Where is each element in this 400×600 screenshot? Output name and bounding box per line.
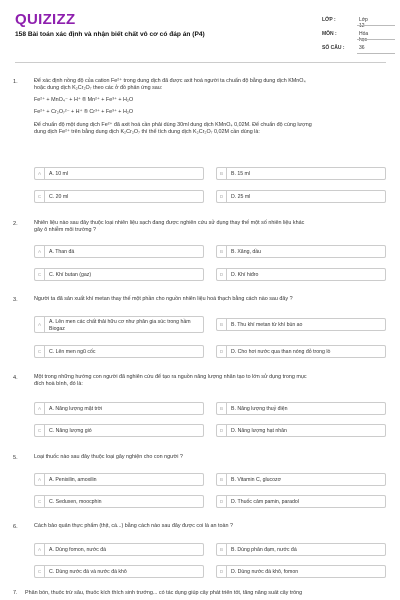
question-line: Cách bảo quản thực phẩm (thịt, cá...) bằng cách nào sau đây được coi là an toàn ? (34, 523, 233, 529)
page-title: 158 Bài toán xác định và nhận biết chất vô cơ có đáp án (P4) (15, 31, 205, 38)
question-line: Một trong những hướng con người đã nghiên cứu để tạo ra nguồn năng lượng nhân tạo to lớn sử dụng trong mục (34, 374, 307, 380)
question-text (34, 296, 386, 303)
option-text: B. Dùng phân đạm, nước đá (231, 547, 297, 553)
option-c[interactable] (34, 190, 204, 203)
question-line: Để chuẩn độ một dung dịch Fe²⁺ đã axit hoá cần phải dùng 30ml dung dịch KMnO₄ 0,02M. Để chuẩn độ cùng lượng (34, 121, 312, 128)
option-letter: C (35, 269, 45, 280)
question-line: dung dịch Fe²⁺ trên bằng dung dịch K₂Cr₂O₇ thì thể tích dung dịch K₂Cr₂O₇ 0,02M cần dùng là: (34, 129, 260, 136)
option-b[interactable] (216, 245, 386, 258)
option-a[interactable] (34, 402, 204, 415)
option-letter: C (35, 566, 45, 577)
option-a[interactable] (34, 473, 204, 486)
option-text: A. Lên men các chất thải hữu cơ như phân gia súc trong hầm Biogaz (49, 319, 191, 332)
option-letter: C (35, 425, 45, 436)
question-line: đích hoà bình, đó là: (34, 381, 83, 388)
option-letter: B (217, 474, 227, 485)
option-letter: A (35, 403, 45, 414)
option-c[interactable] (34, 495, 204, 508)
option-letter: D (217, 566, 227, 577)
option-b[interactable] (216, 543, 386, 556)
question-line: gây ô nhiễm môi trường ? (34, 227, 96, 234)
question-text (34, 523, 386, 530)
option-text: C. Seduxen, moocphin (49, 499, 102, 505)
option-text: D. Năng lượng hạt nhân (231, 428, 287, 434)
option-letter: B (217, 544, 227, 555)
option-d[interactable] (216, 190, 386, 203)
question-text (34, 78, 386, 136)
option-text: D. Cho hơi nước qua than nóng đỏ trong lò (231, 349, 331, 355)
question-text (34, 374, 386, 389)
option-letter: D (217, 425, 227, 436)
option-letter: A (35, 544, 45, 555)
option-d[interactable] (216, 495, 386, 508)
option-text: A. 10 ml (49, 171, 69, 177)
question-line: Nhiên liệu nào sau đây thuộc loại nhiên liệu sạch đang được nghiên cứu sử dụng thay thế một số nhiên liệu khác (34, 220, 305, 226)
question-number: 2. (13, 221, 18, 227)
option-a[interactable] (34, 543, 204, 556)
meta-subject (322, 31, 369, 43)
option-text: C. Khí butan (gaz) (49, 272, 92, 278)
option-letter: B (217, 168, 227, 179)
meta-count-key: SỐ CÂU : (322, 45, 345, 51)
option-b[interactable] (216, 167, 386, 180)
option-text: D. Thuốc cảm pamin, paradol (231, 499, 299, 505)
option-text: A. Năng lượng mặt trời (49, 406, 103, 412)
question-number: 4. (13, 375, 18, 381)
option-letter: A (35, 168, 45, 179)
option-letter: A (35, 474, 45, 485)
option-d[interactable] (216, 565, 386, 578)
question-line: hoặc dung dịch K₂Cr₂O₇ theo các ở đồ phản ứng sau: (34, 85, 163, 92)
question-number: 5. (13, 455, 18, 461)
option-letter: C (35, 346, 45, 357)
meta-grade-key: LỚP : (322, 17, 336, 23)
option-text: A. Penixilin, amoxilin (49, 477, 97, 483)
option-b[interactable] (216, 402, 386, 415)
header-divider (15, 62, 386, 63)
option-letter: A (35, 317, 45, 332)
question-line: Loại thuốc nào sau đây thuộc loại gây nghiện cho con người ? (34, 454, 183, 460)
option-text: C. Lên men ngũ cốc (49, 349, 96, 355)
option-text: A. Dùng fomon, nước đá (49, 547, 107, 553)
option-a[interactable] (34, 316, 204, 333)
page-header (0, 0, 400, 62)
option-text: D. Khí hiđro (231, 272, 259, 278)
question-number: 3. (13, 297, 18, 303)
option-b[interactable] (216, 473, 386, 486)
option-a[interactable] (34, 245, 204, 258)
meta-count (322, 45, 365, 51)
question-line: Để xác định nồng độ của cation Fe²⁺ trong dung dịch đã được axit hoá người ta chuẩn độ bằng dung dịch KMnO₄ (34, 78, 306, 84)
option-text: B. Thu khí metan từ khí bùn ao (231, 322, 303, 328)
option-text: B. 15 ml (231, 171, 251, 177)
option-d[interactable] (216, 268, 386, 281)
option-letter: D (217, 269, 227, 280)
option-text: A. Than đá (49, 249, 75, 255)
question-number: 7. (13, 590, 18, 596)
meta-count-value: 36 (359, 45, 365, 51)
option-text: C. 20 ml (49, 194, 69, 200)
question-line: Người ta đã sản xuất khí metan thay thế một phần cho nguồn nhiên liệu hoá thạch bằng cách nào sau đây ? (34, 296, 293, 302)
question-7-partial (13, 590, 386, 596)
option-b[interactable] (216, 318, 386, 331)
option-text: C. Dùng nước đá và nước đá khô (49, 569, 127, 575)
option-text: B. Vitamin C, glucozơ (231, 477, 282, 483)
question-text (34, 220, 386, 235)
quizizz-logo: QUIZIZZ (15, 11, 76, 28)
option-d[interactable] (216, 424, 386, 437)
option-c[interactable] (34, 268, 204, 281)
reaction-1: Fe²⁺ + MnO₄⁻ + H⁺ ® Mn²⁺ + Fe³⁺ + H₂O (34, 96, 134, 103)
option-letter: C (35, 191, 45, 202)
option-c[interactable] (34, 345, 204, 358)
option-c[interactable] (34, 565, 204, 578)
option-letter: D (217, 191, 227, 202)
meta-grade (322, 17, 368, 29)
option-letter: C (35, 496, 45, 507)
option-d[interactable] (216, 345, 386, 358)
option-a[interactable] (34, 167, 204, 180)
option-text: C. Năng lượng gió (49, 428, 92, 434)
question-text (34, 454, 386, 461)
meta-subject-value: Hóa học (359, 31, 369, 43)
question-text: Phân bón, thuốc trừ sâu, thuốc kích thích sinh trưởng... có tác dụng giúp cây phát triển tốt, tăng năng suất cây trồng (25, 590, 303, 596)
option-text: B. Năng lượng thuỷ điện (231, 406, 288, 412)
option-letter: A (35, 246, 45, 257)
reaction-2: Fe²⁺ + Cr₂O₇²⁻ + H⁺ ® Cr³⁺ + Fe³⁺ + H₂O (34, 109, 134, 116)
option-text: D. 25 ml (231, 194, 251, 200)
option-letter: B (217, 246, 227, 257)
option-letter: B (217, 403, 227, 414)
question-number: 1. (13, 79, 18, 85)
meta-grade-value: Lớp 12 (359, 17, 368, 29)
meta-subject-key: MÔN : (322, 31, 337, 37)
option-letter: D (217, 346, 227, 357)
option-text: D. Dùng nước đá khô, fomon (231, 569, 299, 575)
option-c[interactable] (34, 424, 204, 437)
option-letter: B (217, 319, 227, 330)
option-letter: D (217, 496, 227, 507)
question-number: 6. (13, 524, 18, 530)
option-text: B. Xăng, dầu (231, 249, 261, 255)
